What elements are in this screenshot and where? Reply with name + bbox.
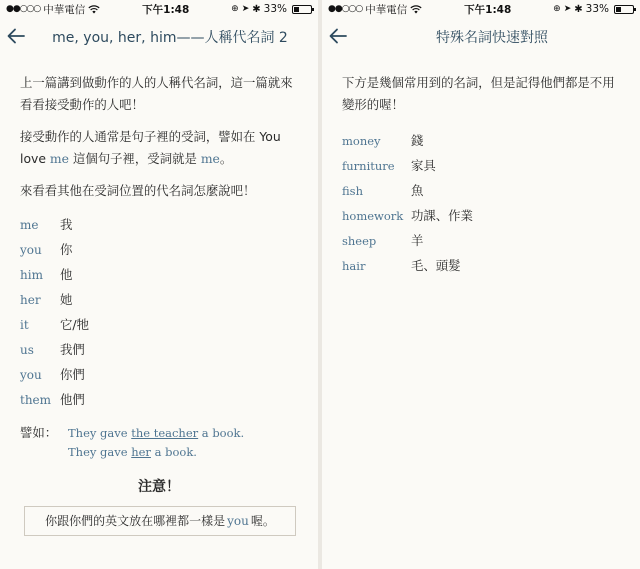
noun-list (342, 128, 620, 278)
example-sentence (68, 441, 244, 460)
lock-rotation-icon: ⊕ (231, 4, 239, 14)
list-item (20, 262, 298, 287)
bluetooth-icon: ✱ (252, 3, 261, 15)
note-text: 你跟你們的英文放在哪裡都一樣是 (45, 514, 226, 528)
location-icon: ➤ (563, 4, 572, 14)
example-sentences (68, 422, 244, 460)
back-button[interactable] (326, 24, 350, 48)
sentence-text: They gave (68, 426, 132, 440)
example-sentence (68, 422, 244, 441)
nav-bar (0, 18, 318, 56)
vocab-english: you (20, 242, 42, 257)
paragraph-text: 這個句子裡，受詞就是 (69, 151, 201, 166)
list-item (342, 228, 620, 253)
vocab-chinese: 羊 (411, 232, 424, 248)
vocab-english: you (20, 367, 42, 382)
page-title: me, you, her, him——人稱代名詞 2 (52, 30, 288, 46)
battery-percent: 33% (263, 3, 287, 15)
arrow-left-icon (329, 28, 347, 44)
list-item (342, 128, 620, 153)
vocab-chinese: 她 (60, 291, 73, 307)
right-screen (322, 0, 640, 569)
example-label: 譬如： (20, 425, 58, 440)
list-item (20, 212, 298, 237)
list-item (20, 312, 298, 337)
vocab-chinese: 他們 (60, 391, 85, 407)
vocab-chinese: 錢 (411, 132, 424, 148)
example-block (20, 422, 298, 460)
lead-in-paragraph: 來看看其他在受詞位置的代名詞怎麼說吧！ (20, 183, 256, 198)
lock-rotation-icon: ⊕ (553, 4, 561, 14)
vocab-english: fish (342, 183, 363, 198)
bluetooth-icon: ✱ (574, 3, 583, 15)
vocab-english: it (20, 317, 29, 332)
keyword-you: you (227, 514, 249, 528)
list-item (342, 153, 620, 178)
back-button[interactable] (4, 24, 28, 48)
vocab-chinese: 他 (60, 266, 73, 282)
battery-icon (292, 5, 312, 14)
vocab-english: money (342, 133, 381, 148)
left-screen (0, 0, 318, 569)
vocab-english: furniture (342, 158, 395, 173)
intro-paragraph: 上一篇講到做動作的人的人稱代名詞，這一篇就來看看接受動作的人吧！ (20, 75, 293, 112)
battery-percent: 33% (585, 3, 609, 15)
list-item (20, 237, 298, 262)
carrier-label: 中華電信 (365, 3, 408, 16)
underlined-object: the teacher (131, 426, 199, 440)
vocab-chinese: 家具 (411, 157, 436, 173)
status-bar (322, 0, 640, 18)
status-time: 下午1:48 (464, 3, 512, 16)
signal-icon: ●●○○○ (6, 4, 41, 14)
vocab-chinese: 我 (60, 216, 73, 232)
vocab-english: homework (342, 208, 404, 223)
vocab-english: them (20, 392, 52, 407)
note-text: 喔。 (250, 514, 275, 528)
vocab-chinese: 我們 (60, 341, 85, 357)
underlined-object: her (131, 445, 151, 459)
vocab-english: me (20, 217, 39, 232)
list-item (20, 387, 298, 412)
status-time: 下午1:48 (142, 3, 190, 16)
carrier-label: 中華電信 (43, 3, 86, 16)
status-bar (0, 0, 318, 18)
vocab-english: her (20, 292, 41, 307)
vocab-chinese: 它/牠 (60, 316, 89, 332)
location-icon: ➤ (241, 4, 250, 14)
nav-bar (322, 18, 640, 56)
article-content (322, 56, 640, 278)
vocab-chinese: 功課、作業 (411, 207, 473, 223)
keyword-me: me (200, 151, 220, 166)
keyword-me: me (49, 151, 70, 166)
paragraph-text: 。 (219, 151, 233, 166)
vocab-english: him (20, 267, 43, 282)
object-explanation-paragraph (20, 126, 298, 170)
list-item (342, 178, 620, 203)
article-content (0, 56, 318, 536)
pronoun-list (20, 212, 298, 412)
wifi-icon (410, 5, 422, 14)
wifi-icon (88, 5, 100, 14)
battery-icon (614, 5, 634, 14)
arrow-left-icon (7, 28, 25, 44)
list-item (20, 362, 298, 387)
list-item (20, 287, 298, 312)
note-box (24, 506, 296, 536)
vocab-chinese: 你們 (60, 366, 85, 382)
vocab-english: hair (342, 258, 366, 273)
vocab-chinese: 毛、頭髮 (411, 257, 461, 273)
page-title: 特殊名詞快速對照 (436, 30, 548, 46)
sentence-text: a book. (198, 426, 245, 440)
list-item (20, 337, 298, 362)
vocab-chinese: 魚 (411, 182, 424, 198)
list-item (342, 203, 620, 228)
vocab-english: sheep (342, 233, 377, 248)
sentence-text: They gave (68, 445, 132, 459)
list-item (342, 253, 620, 278)
signal-icon: ●●○○○ (328, 4, 363, 14)
vocab-english: us (20, 342, 34, 357)
sentence-text: a book. (150, 445, 197, 459)
intro-paragraph: 下方是幾個常用到的名詞，但是記得他們都是不用變形的喔！ (342, 75, 615, 112)
note-title: 注意！ (138, 479, 180, 495)
vocab-chinese: 你 (60, 241, 73, 257)
paragraph-text: 接受動作的人通常是句子裡的受詞，譬如在 You love (20, 129, 281, 166)
